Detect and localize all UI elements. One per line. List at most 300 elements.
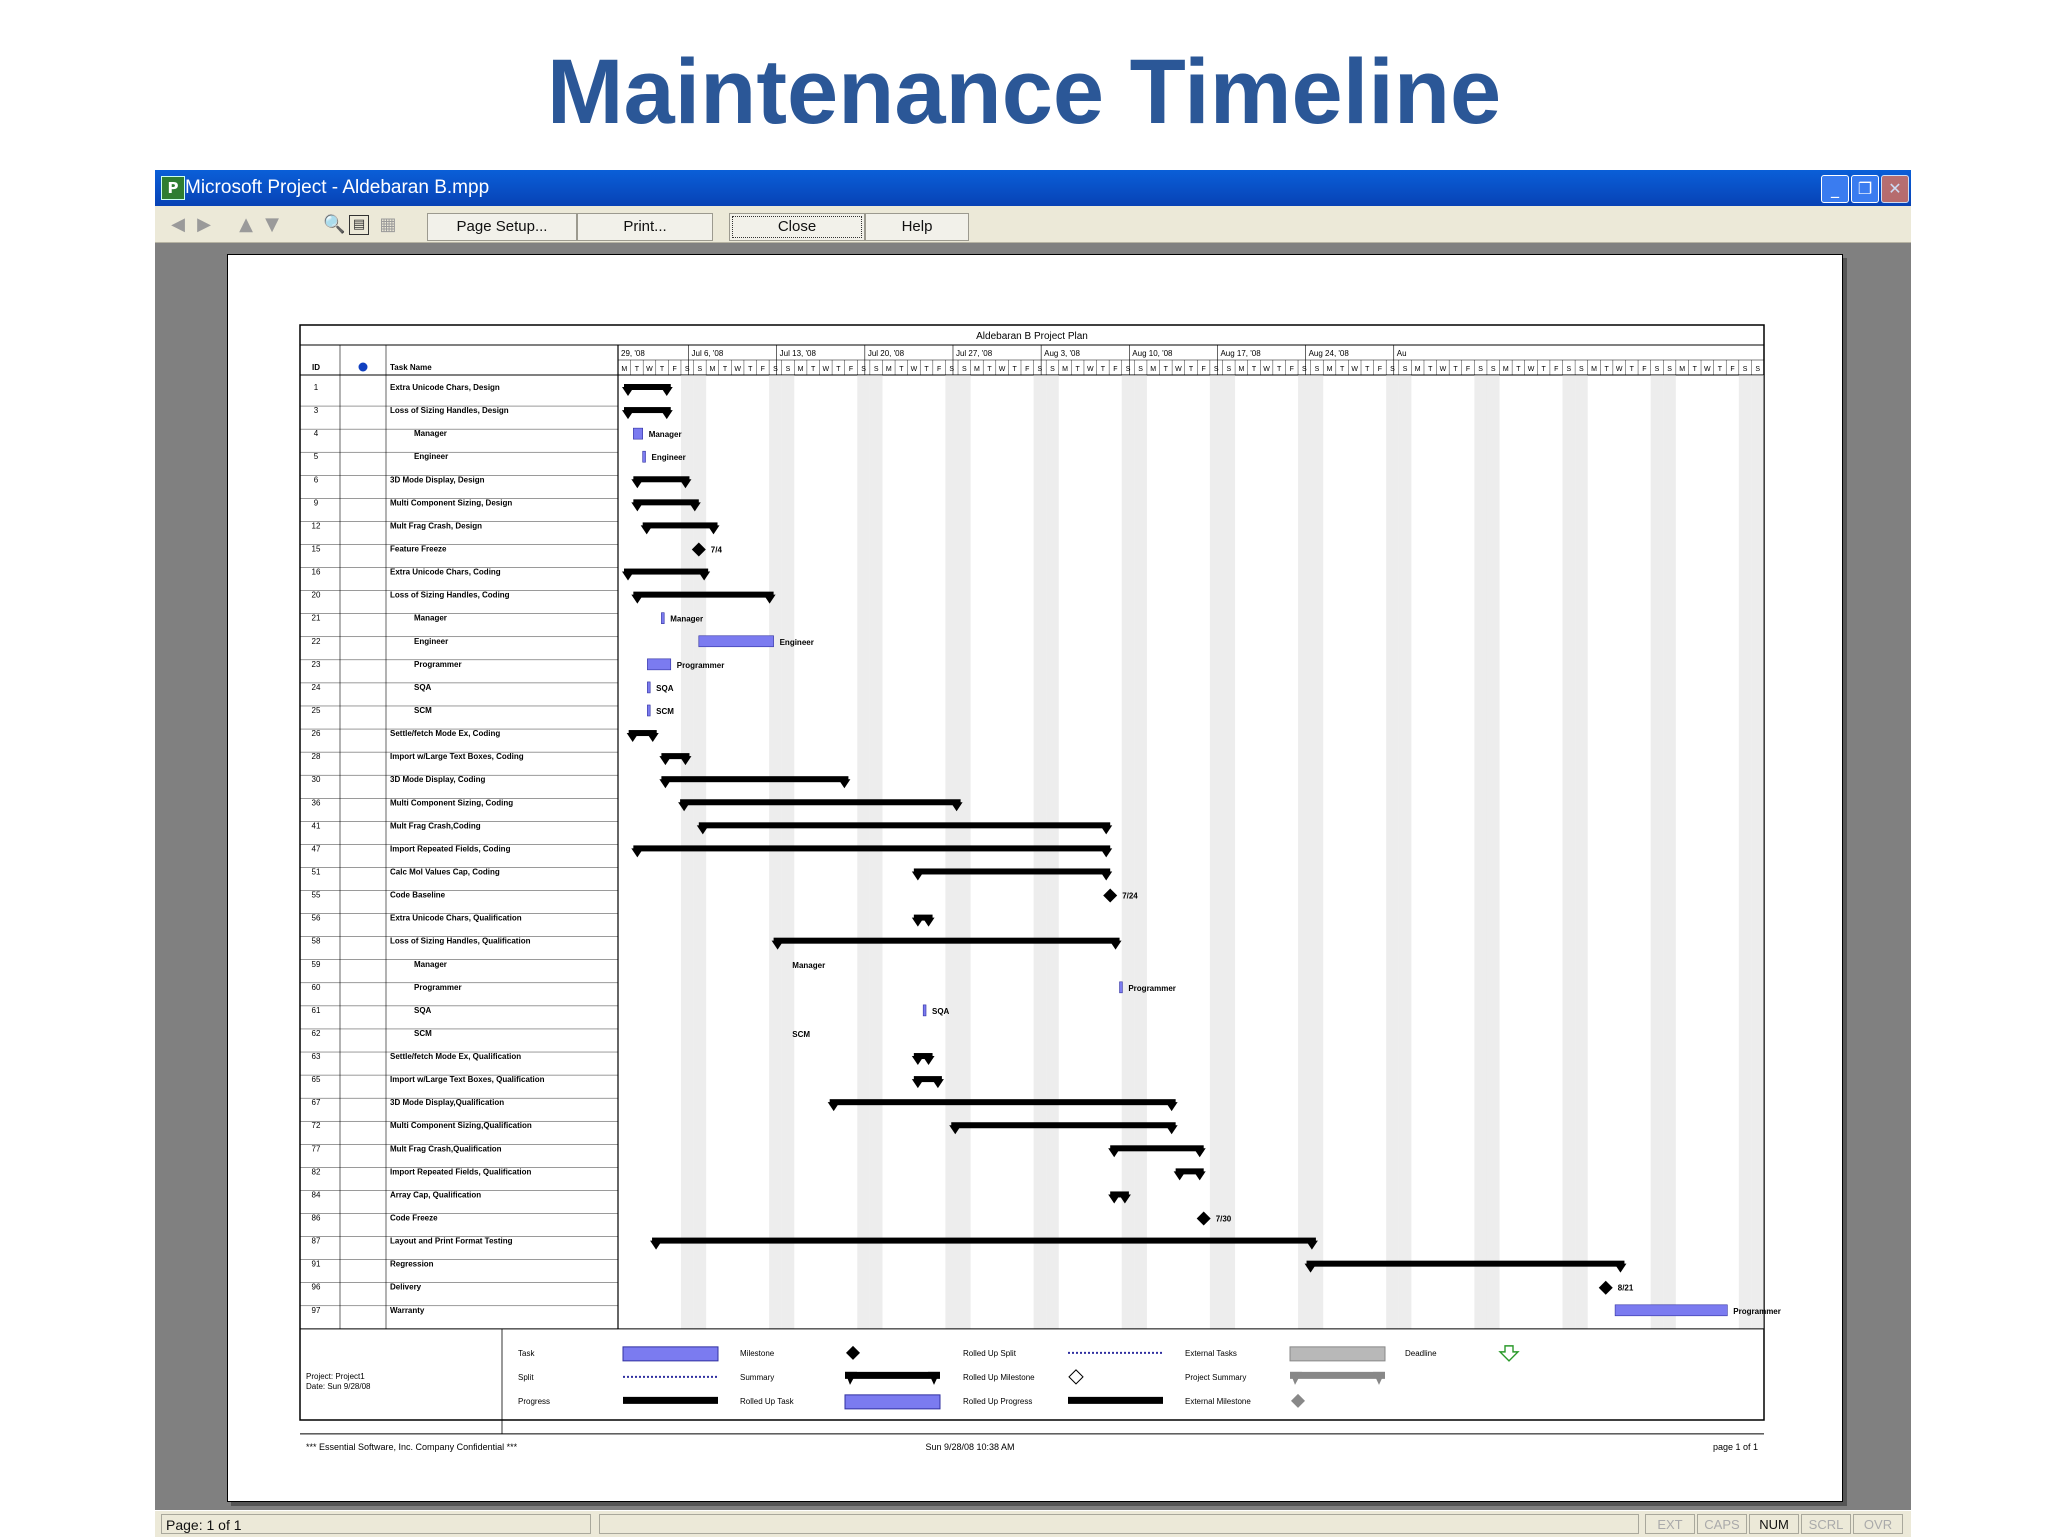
weekend-shade xyxy=(1222,375,1235,1329)
summary-start-cap xyxy=(641,525,653,534)
task-name: SCM xyxy=(414,705,432,715)
task-id: 4 xyxy=(313,429,319,439)
day-letter: S xyxy=(1213,366,1219,373)
legend-task-swatch xyxy=(845,1395,940,1409)
summary-bar xyxy=(661,776,848,782)
day-letter: T xyxy=(1453,366,1458,373)
day-letter: W xyxy=(822,366,830,373)
task-id: 97 xyxy=(311,1305,321,1315)
day-letter: T xyxy=(1163,366,1168,373)
day-letter: W xyxy=(1615,366,1623,373)
day-letter: T xyxy=(1692,366,1697,373)
status-indicator-caps: CAPS xyxy=(1697,1514,1747,1534)
milestone-date-label: 7/4 xyxy=(710,545,722,555)
day-letter: S xyxy=(961,366,967,373)
legend-label: Rolled Up Split xyxy=(963,1348,1016,1358)
page-up-icon[interactable]: ▲ xyxy=(239,214,253,235)
summary-start-cap xyxy=(631,502,643,511)
day-letter: T xyxy=(748,366,753,373)
day-letter: S xyxy=(873,366,879,373)
day-letter: S xyxy=(1755,366,1761,373)
preview-page xyxy=(227,254,1843,1502)
task-name: Engineer xyxy=(414,452,449,462)
task-id: 12 xyxy=(311,521,321,531)
milestone-diamond xyxy=(1599,1281,1613,1295)
weekend-shade xyxy=(1122,375,1135,1329)
day-letter: M xyxy=(973,366,980,373)
weekend-shade xyxy=(1474,375,1487,1329)
summary-bar xyxy=(830,1099,1176,1105)
legend-progress-swatch xyxy=(623,1397,718,1404)
task-name: Import Repeated Fields, Qualification xyxy=(390,1167,532,1177)
multiple-pages-icon[interactable]: ▦ xyxy=(379,214,397,235)
day-letter: F xyxy=(672,366,677,373)
legend-label: Deadline xyxy=(1405,1348,1437,1358)
day-letter: W xyxy=(1527,366,1535,373)
close-button[interactable]: Close xyxy=(729,213,865,241)
summary-end-cap xyxy=(661,387,673,396)
next-page-icon[interactable]: ▶ xyxy=(197,214,211,235)
summary-bar xyxy=(633,845,1110,851)
day-letter: T xyxy=(722,366,728,373)
weekend-shade xyxy=(769,375,782,1329)
task-id: 30 xyxy=(311,775,321,785)
summary-start-cap xyxy=(622,572,634,581)
task-id: 21 xyxy=(311,613,321,623)
day-letter: S xyxy=(949,366,955,373)
day-letter: W xyxy=(734,366,741,373)
day-letter: M xyxy=(1591,366,1597,373)
task-id: 82 xyxy=(311,1167,321,1177)
day-letter: S xyxy=(1314,366,1320,373)
task-id: 6 xyxy=(313,475,319,485)
task-name: Programmer xyxy=(414,982,462,992)
legend-date: Date: Sun 9/28/08 xyxy=(306,1381,371,1391)
resource-label: SCM xyxy=(656,706,674,716)
milestone-date-label: 8/21 xyxy=(1617,1283,1634,1293)
task-bar xyxy=(1615,1305,1727,1316)
summary-end-cap xyxy=(647,733,659,742)
day-letter: F xyxy=(1730,366,1735,373)
task-id: 55 xyxy=(311,890,321,900)
task-name: SCM xyxy=(414,1028,432,1038)
summary-start-cap xyxy=(631,479,643,488)
weekend-shade xyxy=(1386,375,1399,1329)
summary-end-cap xyxy=(708,525,720,534)
summary-end-cap xyxy=(1194,1148,1206,1157)
column-header-task-name: Task Name xyxy=(390,363,432,372)
task-name: Manager xyxy=(414,959,447,969)
weekend-shade xyxy=(1651,375,1664,1329)
task-bar xyxy=(1120,982,1123,993)
summary-end-cap xyxy=(1166,1102,1178,1111)
day-letter: M xyxy=(1150,366,1157,373)
summary-end-cap xyxy=(1194,1171,1206,1180)
summary-end-cap xyxy=(1100,825,1112,834)
summary-start-cap xyxy=(912,918,924,927)
weekend-shade xyxy=(1134,375,1147,1329)
summary-bar xyxy=(624,569,708,575)
task-id: 15 xyxy=(311,544,321,554)
close-window-button[interactable]: ✕ xyxy=(1881,175,1909,203)
task-name: Manager xyxy=(414,429,447,439)
milestone-diamond xyxy=(1197,1212,1211,1226)
day-letter: S xyxy=(684,366,690,373)
task-name: Import w/Large Text Boxes, Qualification xyxy=(390,1075,545,1085)
day-letter: S xyxy=(1302,366,1307,373)
one-page-icon[interactable]: ▤ xyxy=(349,215,369,235)
day-letter: S xyxy=(1037,366,1043,373)
page-setup-button[interactable]: Page Setup... xyxy=(427,213,577,241)
day-letter: S xyxy=(1138,366,1143,373)
summary-bar xyxy=(643,522,718,528)
day-letter: S xyxy=(1667,366,1672,373)
help-button[interactable]: Help xyxy=(865,213,969,241)
task-name: Programmer xyxy=(414,659,462,669)
task-name: 3D Mode Display,Qualification xyxy=(390,1098,505,1108)
task-id: 24 xyxy=(311,682,321,692)
task-id: 58 xyxy=(311,936,321,946)
day-letter: M xyxy=(885,366,892,373)
day-letter: T xyxy=(1541,366,1546,373)
day-letter: S xyxy=(1226,366,1232,373)
legend-label: External Tasks xyxy=(1185,1348,1237,1358)
day-letter: S xyxy=(697,366,703,373)
task-id: 20 xyxy=(311,590,321,600)
task-name: Import w/Large Text Boxes, Coding xyxy=(390,752,524,762)
task-id: 84 xyxy=(311,1190,321,1200)
legend-label: External Milestone xyxy=(1185,1396,1251,1406)
week-label: Jul 20, '08 xyxy=(867,349,905,358)
legend-external-milestone-swatch xyxy=(1291,1394,1305,1408)
legend-milestone-swatch xyxy=(846,1346,860,1360)
day-letter: T xyxy=(899,366,904,373)
week-label: Aug 17, '08 xyxy=(1220,349,1261,358)
summary-end-cap xyxy=(1614,1264,1626,1273)
legend-label: Summary xyxy=(740,1372,775,1382)
task-id: 5 xyxy=(313,452,319,462)
day-letter: F xyxy=(1554,366,1559,373)
task-name: Multi Component Sizing, Design xyxy=(390,498,513,508)
summary-end-cap xyxy=(923,918,935,927)
day-letter: T xyxy=(1075,366,1080,373)
task-name: Multi Component Sizing,Qualification xyxy=(390,1121,532,1131)
task-name: Loss of Sizing Handles, Design xyxy=(390,406,509,416)
day-letter: T xyxy=(1629,366,1634,373)
task-name: SQA xyxy=(414,1005,432,1015)
summary-start-cap xyxy=(1108,1148,1120,1157)
summary-start-cap xyxy=(659,756,671,765)
status-indicator-ext: EXT xyxy=(1645,1514,1695,1534)
task-name: Engineer xyxy=(414,636,449,646)
status-page-count: Page: 1 of 1 xyxy=(161,1514,591,1534)
task-name: Loss of Sizing Handles, Qualification xyxy=(390,936,531,946)
day-letter: S xyxy=(1125,366,1131,373)
deadline-arrow-icon xyxy=(1500,1346,1518,1361)
task-bar xyxy=(923,1005,926,1016)
task-name: Mult Frag Crash, Design xyxy=(390,521,483,531)
day-letter: M xyxy=(1502,366,1509,373)
task-id: 67 xyxy=(311,1098,321,1108)
task-id: 16 xyxy=(311,567,321,577)
task-name: Extra Unicode Chars, Design xyxy=(390,383,500,392)
day-letter: T xyxy=(1428,366,1433,373)
day-letter: S xyxy=(1490,366,1496,373)
task-bar xyxy=(699,636,774,647)
week-label: Aug 3, '08 xyxy=(1044,349,1080,358)
summary-end-cap xyxy=(1100,871,1112,880)
task-name: Regression xyxy=(390,1259,434,1269)
day-letter: M xyxy=(1414,366,1421,373)
task-name: Mult Frag Crash,Coding xyxy=(390,821,481,831)
footer-timestamp: Sun 9/28/08 10:38 AM xyxy=(925,1441,1015,1452)
task-id: 59 xyxy=(311,959,321,969)
task-name: Code Freeze xyxy=(390,1213,438,1223)
task-name: SQA xyxy=(414,682,432,692)
resource-label: Programmer xyxy=(676,660,725,670)
resource-label: SQA xyxy=(656,683,674,693)
task-id: 63 xyxy=(311,1052,321,1062)
weekend-shade xyxy=(1575,375,1588,1329)
task-name: Import Repeated Fields, Coding xyxy=(390,844,511,854)
legend-project-summary-swatch xyxy=(1290,1372,1385,1379)
summary-bar xyxy=(774,938,1120,944)
week-label: Aug 24, '08 xyxy=(1308,349,1349,358)
task-name: Multi Component Sizing, Coding xyxy=(390,798,514,808)
task-id: 47 xyxy=(311,844,321,854)
day-letter: T xyxy=(1365,366,1370,373)
day-letter: W xyxy=(1704,366,1711,373)
task-name: Mult Frag Crash,Qualification xyxy=(390,1144,502,1154)
day-letter: T xyxy=(924,366,929,373)
task-name: Code Baseline xyxy=(390,890,446,900)
day-letter: W xyxy=(646,366,653,373)
day-letter: W xyxy=(998,366,1006,373)
weekend-shade xyxy=(1563,375,1576,1329)
summary-start-cap xyxy=(1174,1171,1186,1180)
page-down-icon[interactable]: ▼ xyxy=(265,214,279,235)
day-letter: F xyxy=(1289,366,1294,373)
week-label: Jul 27, '08 xyxy=(955,349,993,358)
weekend-shade xyxy=(945,375,958,1329)
summary-start-cap xyxy=(622,410,634,419)
milestone-diamond xyxy=(1103,889,1117,903)
weekend-shade xyxy=(958,375,971,1329)
week-label: Aug 10, '08 xyxy=(1132,349,1173,358)
task-bar xyxy=(633,428,642,439)
weekend-shade xyxy=(1311,375,1324,1329)
summary-start-cap xyxy=(622,387,634,396)
resource-label: Manager xyxy=(792,960,826,970)
day-letter: T xyxy=(1339,366,1345,373)
day-letter: M xyxy=(1326,366,1333,373)
summary-end-cap xyxy=(923,1056,935,1065)
footer-confidential: *** Essential Software, Inc. Company Confidential *** xyxy=(306,1441,518,1452)
resource-label: SQA xyxy=(932,1006,950,1016)
summary-bar xyxy=(1307,1261,1625,1267)
legend-label: Rolled Up Progress xyxy=(963,1396,1033,1406)
task-id: 1 xyxy=(313,383,319,392)
task-name: Settle/fetch Mode Ex, Coding xyxy=(390,729,501,739)
weekend-shade xyxy=(782,375,795,1329)
restore-button[interactable]: ❐ xyxy=(1851,175,1879,203)
resource-label: Engineer xyxy=(779,637,814,647)
weekend-shade xyxy=(857,375,870,1329)
preview-toolbar xyxy=(155,206,1911,243)
summary-start-cap xyxy=(828,1102,840,1111)
day-letter: S xyxy=(785,366,791,373)
summary-end-cap xyxy=(661,410,673,419)
day-letter: F xyxy=(1642,366,1647,373)
day-letter: T xyxy=(1717,366,1723,373)
task-id: 60 xyxy=(311,982,321,992)
summary-end-cap xyxy=(1166,1125,1178,1134)
resource-label: SCM xyxy=(792,1029,811,1039)
print-button[interactable]: Print... xyxy=(577,213,713,241)
weekend-shade xyxy=(1210,375,1223,1329)
slide-title: Maintenance Timeline xyxy=(546,41,1502,143)
footer-page-number: page 1 of 1 xyxy=(1712,1441,1758,1452)
summary-end-cap xyxy=(838,779,850,788)
legend-label: Split xyxy=(518,1372,534,1382)
day-letter: S xyxy=(1478,366,1483,373)
legend-label: Rolled Up Milestone xyxy=(963,1372,1035,1382)
summary-start-cap xyxy=(631,595,643,604)
task-name: Warranty xyxy=(390,1305,425,1315)
summary-end-cap xyxy=(932,1079,944,1088)
legend-label: Project Summary xyxy=(1185,1372,1247,1382)
task-name: Extra Unicode Chars, Qualification xyxy=(390,913,522,923)
day-letter: M xyxy=(1062,366,1068,373)
day-letter: S xyxy=(1566,366,1572,373)
day-letter: S xyxy=(773,366,778,373)
day-letter: F xyxy=(1113,366,1118,373)
day-letter: S xyxy=(1402,366,1408,373)
day-letter: W xyxy=(1351,366,1359,373)
summary-start-cap xyxy=(627,733,639,742)
task-name: 3D Mode Display, Design xyxy=(390,475,485,485)
minimize-button[interactable]: _ xyxy=(1821,175,1849,203)
window-title: Microsoft Project - Aldebaran B.mpp xyxy=(185,177,490,198)
zoom-icon[interactable]: 🔍 xyxy=(323,214,346,235)
day-letter: S xyxy=(1050,366,1055,373)
task-name: Delivery xyxy=(390,1282,422,1292)
day-letter: S xyxy=(1579,366,1584,373)
resource-label: Manager xyxy=(648,430,682,440)
day-letter: F xyxy=(1201,366,1206,373)
task-id: 65 xyxy=(311,1075,321,1085)
day-letter: T xyxy=(1604,366,1609,373)
summary-bar xyxy=(699,822,1110,828)
task-id: 28 xyxy=(311,752,321,762)
weekend-shade xyxy=(681,375,694,1329)
day-letter: T xyxy=(659,366,665,373)
legend-external-swatch xyxy=(1290,1347,1385,1361)
resource-label: Engineer xyxy=(651,453,686,463)
task-id: 41 xyxy=(311,821,321,831)
day-letter: T xyxy=(1251,366,1257,373)
day-letter: F xyxy=(1465,366,1471,373)
weekend-shade xyxy=(1739,375,1752,1329)
task-bar xyxy=(643,451,646,462)
day-letter: M xyxy=(621,366,628,373)
summary-bar xyxy=(652,1238,1316,1244)
previous-page-icon[interactable]: ◀ xyxy=(171,214,185,235)
legend-progress-swatch xyxy=(1068,1397,1163,1404)
task-id: 25 xyxy=(311,705,321,715)
task-name: Feature Freeze xyxy=(390,544,447,554)
day-letter: S xyxy=(1654,366,1660,373)
weekend-shade xyxy=(1487,375,1500,1329)
day-letter: T xyxy=(836,366,841,373)
day-letter: S xyxy=(1742,366,1748,373)
task-id: 56 xyxy=(311,913,321,923)
summary-start-cap xyxy=(912,871,924,880)
day-letter: F xyxy=(1377,366,1383,373)
day-letter: M xyxy=(1238,366,1245,373)
title-bar[interactable] xyxy=(155,170,1911,206)
summary-start-cap xyxy=(1108,1194,1120,1203)
summary-start-cap xyxy=(650,1241,662,1250)
task-id: 26 xyxy=(311,729,321,739)
weekend-shade xyxy=(870,375,883,1329)
summary-start-cap xyxy=(912,1056,924,1065)
day-letter: F xyxy=(848,366,854,373)
resource-label: Manager xyxy=(670,614,704,624)
task-id: 36 xyxy=(311,798,321,808)
summary-start-cap xyxy=(659,779,671,788)
task-id: 22 xyxy=(311,636,321,646)
day-letter: T xyxy=(634,366,640,373)
day-letter: T xyxy=(1012,366,1017,373)
day-letter: W xyxy=(1086,366,1094,373)
status-indicator-num: NUM xyxy=(1749,1514,1799,1534)
task-id: 61 xyxy=(311,1005,321,1015)
task-bar xyxy=(661,613,664,624)
status-bar xyxy=(155,1510,1911,1537)
task-id: 96 xyxy=(311,1282,321,1292)
task-id: 3 xyxy=(313,406,319,416)
week-label: 29, '08 xyxy=(621,349,645,358)
print-preview-window xyxy=(155,170,1911,1536)
legend-label: Task xyxy=(518,1348,535,1358)
resource-label: Programmer xyxy=(1733,1306,1781,1316)
gantt-report xyxy=(228,255,1842,1501)
task-name: Layout and Print Format Testing xyxy=(390,1236,513,1246)
week-label: Au xyxy=(1396,349,1407,358)
status-indicator-ovr: OVR xyxy=(1853,1514,1903,1534)
day-letter: W xyxy=(1439,366,1447,373)
day-letter: T xyxy=(1188,366,1194,373)
legend-label: Rolled Up Task xyxy=(740,1396,794,1406)
task-id: 72 xyxy=(311,1121,321,1131)
summary-bar xyxy=(1110,1145,1204,1151)
task-id: 23 xyxy=(311,659,321,669)
weekend-shade xyxy=(1399,375,1412,1329)
week-label: Jul 13, '08 xyxy=(779,349,816,358)
day-letter: T xyxy=(1277,366,1282,373)
legend-rolled-milestone-swatch xyxy=(1069,1370,1083,1384)
task-bar xyxy=(647,659,670,670)
milestone-date-label: 7/30 xyxy=(1215,1214,1232,1224)
task-bar xyxy=(647,705,650,716)
day-letter: T xyxy=(1516,366,1521,373)
status-indicator-scrl: SCRL xyxy=(1801,1514,1851,1534)
week-label: Jul 6, '08 xyxy=(691,349,724,358)
summary-bar xyxy=(914,868,1110,874)
summary-bar xyxy=(633,592,773,598)
task-id: 9 xyxy=(313,498,319,508)
